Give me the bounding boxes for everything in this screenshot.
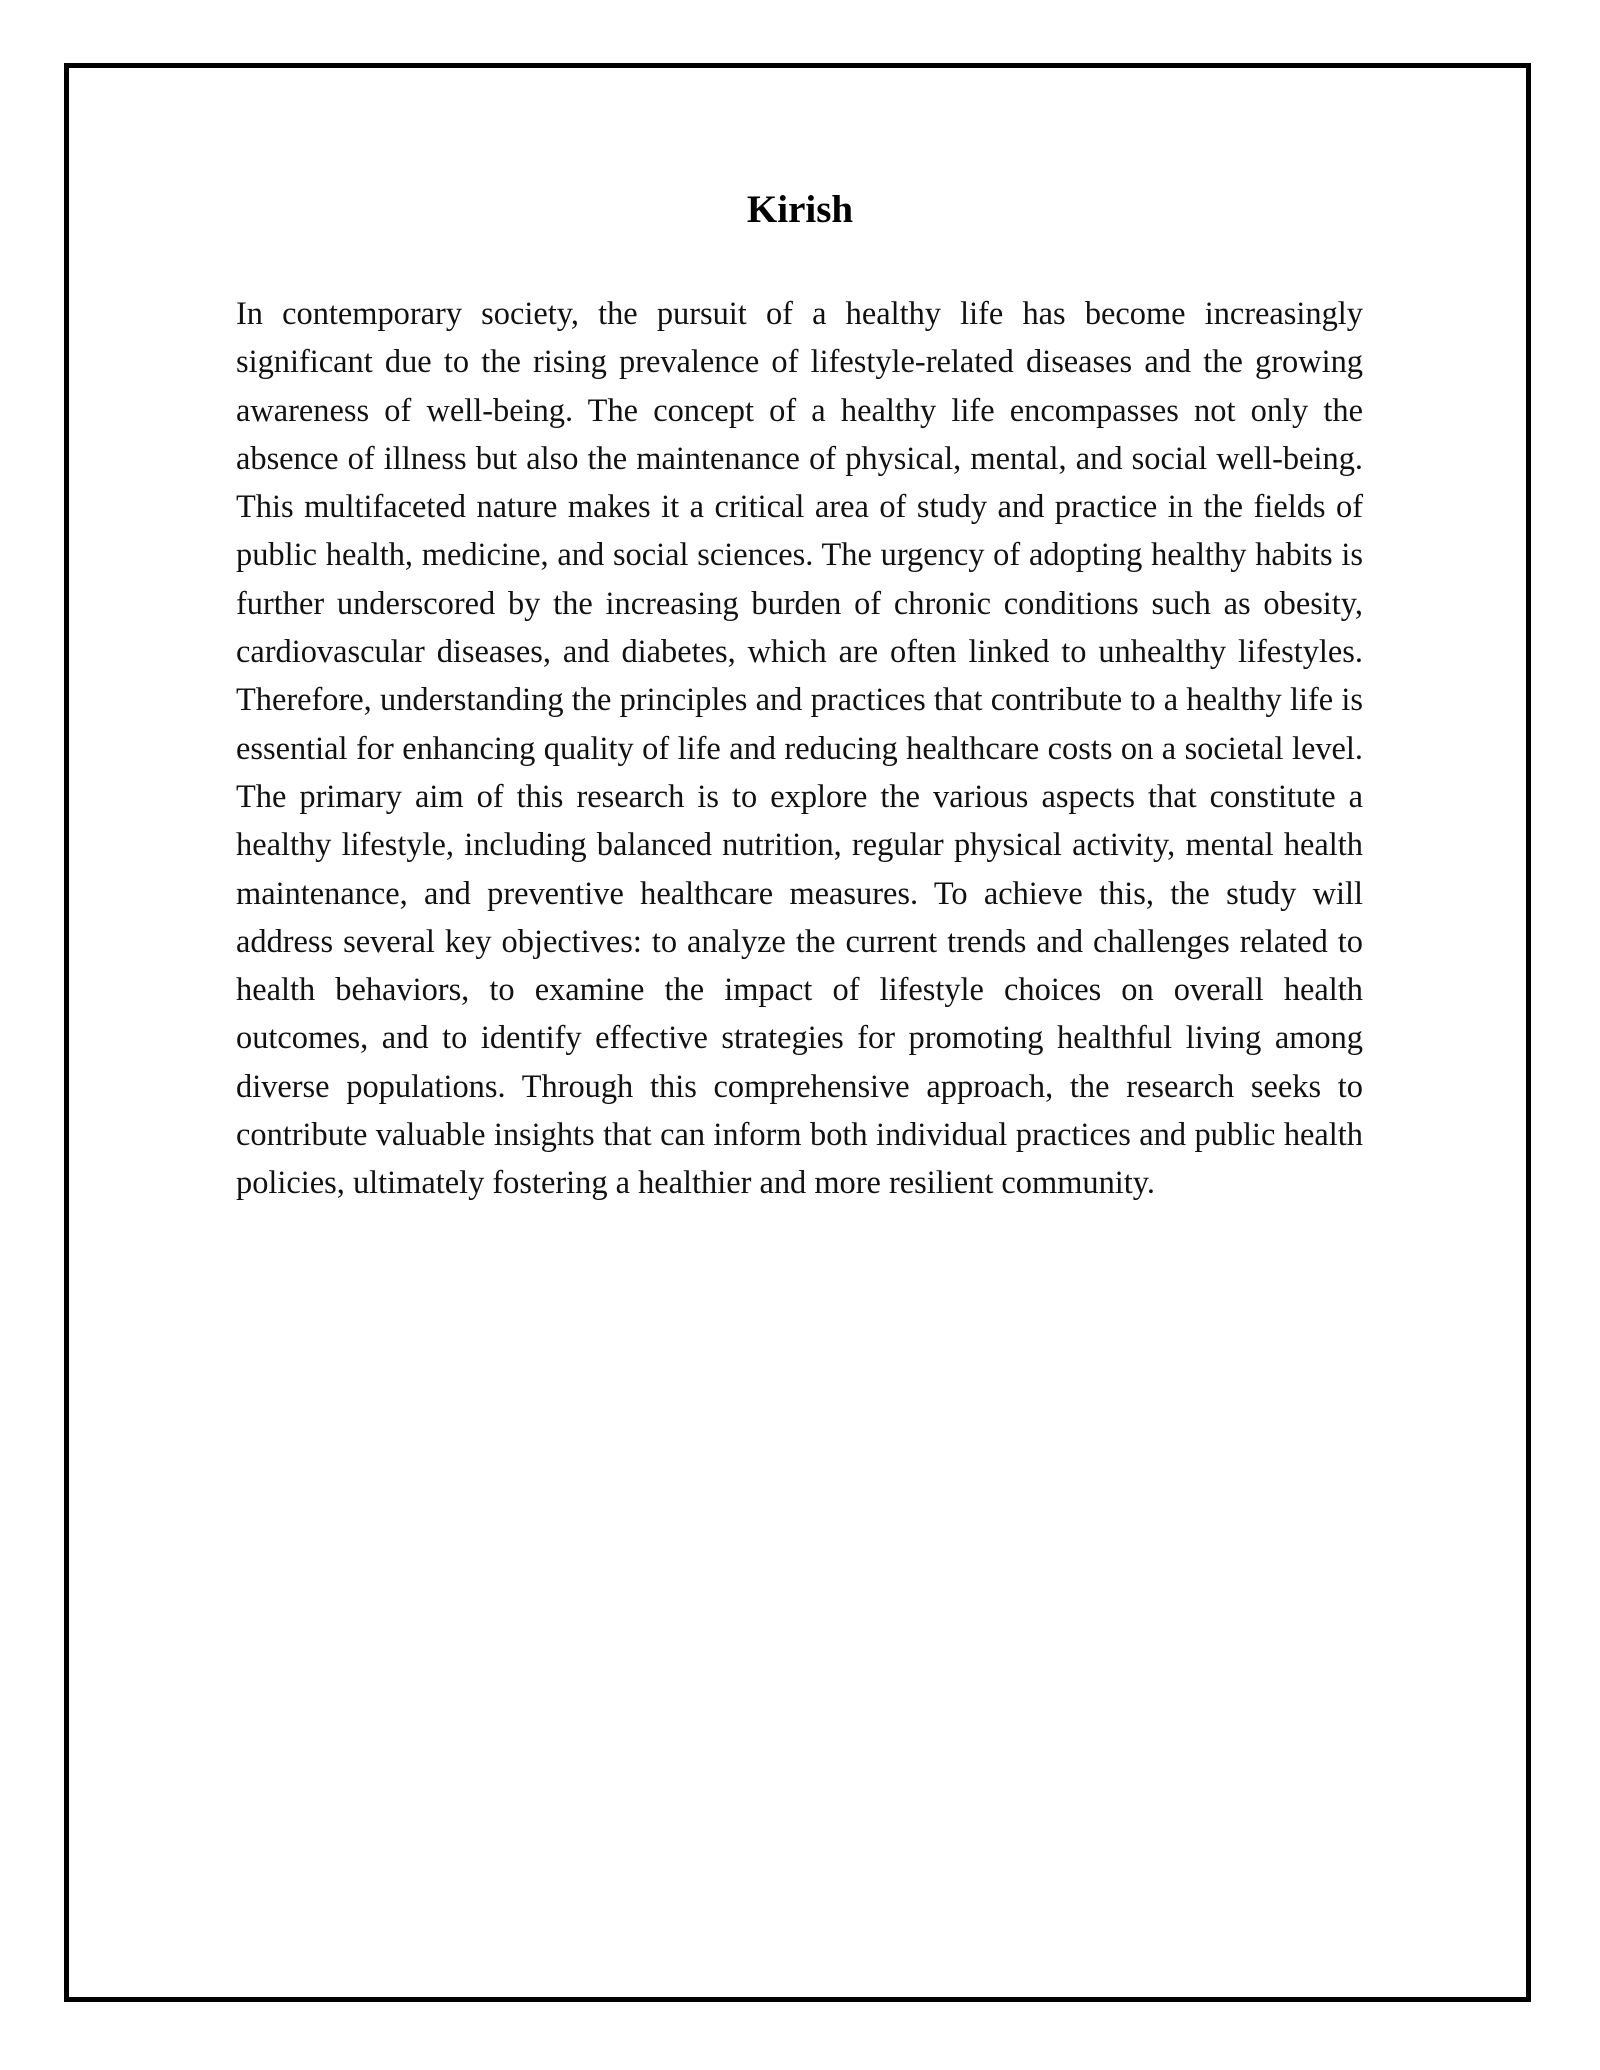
document-title: Kirish [746, 188, 854, 231]
body-paragraph: In contemporary society, the pursuit of a healthy life has become increasingly significant due to the rising prevalence of lifestyle-related diseases and the growing awareness of well-being. The concept of a healthy life encompasses not only the absence of illness but also the maintenance of physical, mental, and social well-being. This multifaceted nature makes it a critical area of study and practice in the fields of public health, medicine, and social sciences. The urgency of adopting healthy habits is further underscored by the increasing burden of chronic conditions such as obesity, cardiovascular diseases, and diabetes, which are often linked to unhealthy lifestyles. Therefore, understanding the principles and practices that contribute to a healthy life is essential for enhancing quality of life and reducing healthcare costs on a societal level. The primary aim of this research is to explore the various aspects that constitute a healthy lifestyle, including balanced nutrition, regular physical activity, mental health maintenance, and preventive healthcare measures. To achieve this, the study will address several key objectives: to analyze the current trends and challenges related to health behaviors, to examine the impact of lifestyle choices on overall health outcomes, and to identify effective strategies for promoting healthful living among diverse populations. Through this comprehensive approach, the research seeks to contribute valuable insights that can inform both individual practices and public health policies, ultimately fostering a healthier and more resilient community. [236, 296, 1363, 1202]
